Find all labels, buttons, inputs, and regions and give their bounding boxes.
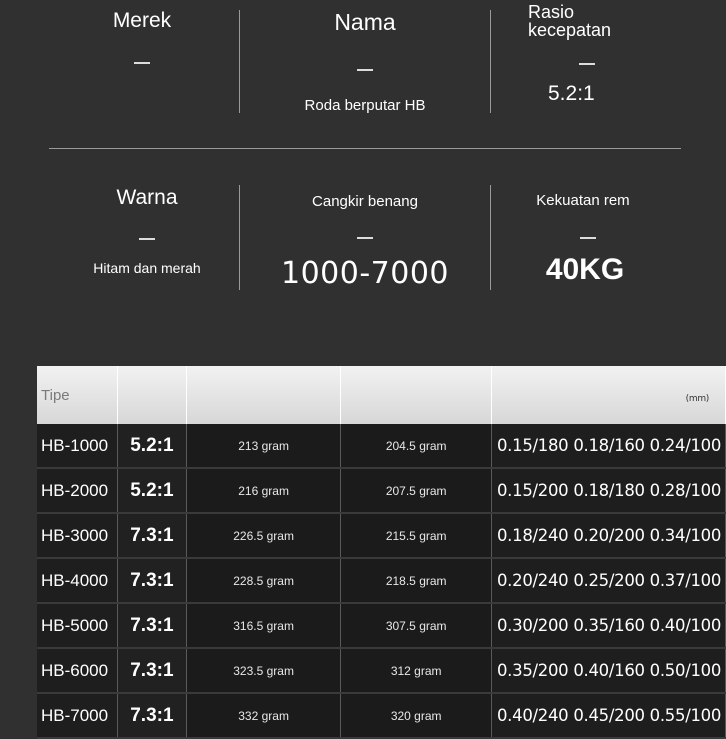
cell-line-capacity: 0.15/200 0.18/180 0.28/100 <box>491 468 725 513</box>
vertical-divider <box>239 10 240 113</box>
cell-line-capacity: 0.40/240 0.45/200 0.55/100 <box>491 693 725 738</box>
spec-table <box>37 366 726 739</box>
cell-weight-2: 320 gram <box>341 693 492 738</box>
header-cell-type: Tipe <box>37 366 117 424</box>
cell-line-capacity: 0.20/240 0.25/200 0.37/100 <box>491 558 725 603</box>
table-row <box>37 693 726 738</box>
vertical-divider <box>239 185 240 290</box>
cell-weight-2: 307.5 gram <box>341 603 492 648</box>
cell-model: HB-1000 <box>37 424 117 468</box>
spec-spool <box>264 193 466 291</box>
spec-name <box>255 9 475 114</box>
cell-ratio: 7.3:1 <box>117 603 186 648</box>
cell-line-capacity: 0.30/200 0.35/160 0.40/100 <box>491 603 725 648</box>
table-row <box>37 513 726 558</box>
cell-model: HB-3000 <box>37 513 117 558</box>
spec-brand <box>62 9 222 64</box>
cell-model: HB-7000 <box>37 693 117 738</box>
header-cell-unit: (mm) <box>491 366 725 424</box>
spec-brand-label: Merek <box>112 9 172 32</box>
spec-color-value: Hitam dan merah <box>93 260 201 276</box>
divider-dash <box>357 237 373 239</box>
table-row <box>37 648 726 693</box>
header-cell <box>341 366 492 424</box>
header-cell <box>117 366 186 424</box>
divider-dash <box>357 69 373 71</box>
cell-ratio: 5.2:1 <box>117 468 186 513</box>
divider-dash <box>580 237 596 239</box>
cell-weight: 226.5 gram <box>186 513 341 558</box>
cell-weight: 316.5 gram <box>186 603 341 648</box>
spec-ratio <box>528 3 628 106</box>
divider-dash <box>139 238 155 240</box>
cell-weight: 213 gram <box>186 424 341 468</box>
spec-name-label: Nama <box>334 9 396 35</box>
table-row <box>37 558 726 603</box>
cell-weight-2: 312 gram <box>341 648 492 693</box>
cell-model: HB-2000 <box>37 468 117 513</box>
header-cell <box>186 366 341 424</box>
cell-model: HB-6000 <box>37 648 117 693</box>
spec-drag-value: 40KG <box>545 253 625 286</box>
spec-spool-value: 1000-7000 <box>280 256 450 291</box>
cell-line-capacity: 0.35/200 0.40/160 0.50/100 <box>491 648 725 693</box>
cell-line-capacity: 0.18/240 0.20/200 0.34/100 <box>491 513 725 558</box>
spec-color <box>72 186 222 276</box>
cell-weight-2: 218.5 gram <box>341 558 492 603</box>
cell-weight: 332 gram <box>186 693 341 738</box>
table-header <box>37 366 726 424</box>
spec-drag <box>510 192 656 287</box>
cell-line-capacity: 0.15/180 0.18/160 0.24/100 <box>491 424 725 468</box>
spec-spool-label: Cangkir benang <box>312 193 418 210</box>
table-row <box>37 424 726 468</box>
cell-weight: 228.5 gram <box>186 558 341 603</box>
horizontal-divider <box>49 148 681 149</box>
cell-model: HB-5000 <box>37 603 117 648</box>
divider-dash <box>134 62 150 64</box>
cell-weight-2: 215.5 gram <box>341 513 492 558</box>
cell-weight: 323.5 gram <box>186 648 341 693</box>
cell-weight-2: 204.5 gram <box>341 424 492 468</box>
cell-weight-2: 207.5 gram <box>341 468 492 513</box>
table-row <box>37 603 726 648</box>
cell-ratio: 7.3:1 <box>117 513 186 558</box>
spec-ratio-value: 5.2:1 <box>548 82 595 105</box>
cell-weight: 216 gram <box>186 468 341 513</box>
cell-ratio: 7.3:1 <box>117 558 186 603</box>
spec-color-label: Warna <box>116 186 178 209</box>
cell-ratio: 7.3:1 <box>117 648 186 693</box>
vertical-divider <box>490 10 491 113</box>
table-row <box>37 468 726 513</box>
cell-ratio: 7.3:1 <box>117 693 186 738</box>
spec-name-value: Roda berputar HB <box>304 97 426 114</box>
vertical-divider <box>490 185 491 290</box>
spec-ratio-label: Rasio kecepatan <box>528 2 612 40</box>
cell-model: HB-4000 <box>37 558 117 603</box>
divider-dash <box>579 63 595 65</box>
cell-ratio: 5.2:1 <box>117 424 186 468</box>
spec-drag-label: Kekuatan rem <box>536 192 630 209</box>
